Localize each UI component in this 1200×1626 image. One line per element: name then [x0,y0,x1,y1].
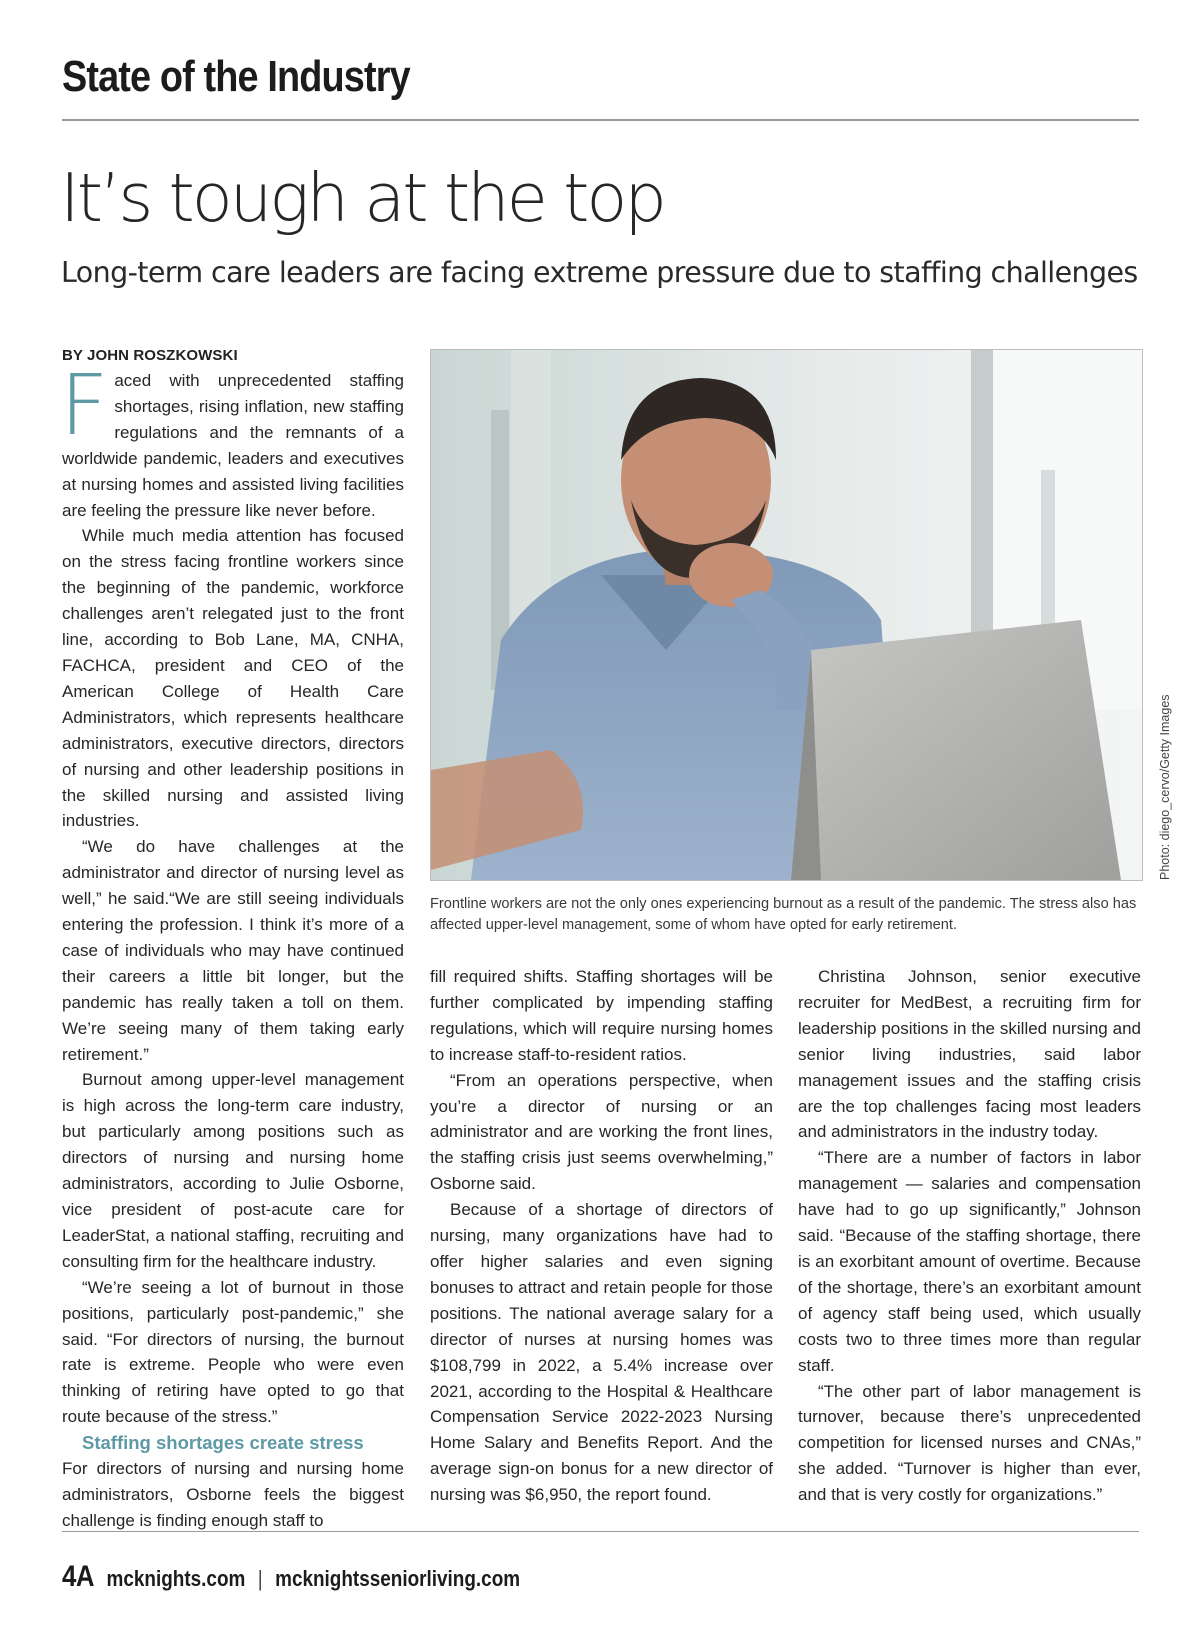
photo-caption: Frontline workers are not the only ones experiencing burnout as a result of the pandemic. The stress also has affected upper-level management, some of whom have opted for early retirement. [430,896,1137,933]
footer-rule [62,1531,1139,1532]
footer [62,1560,520,1594]
section-title: State of the Industry [62,52,410,101]
page-number: 4A [62,1560,95,1593]
paragraph: While much media attention has focused on the stress facing frontline workers since the beginning of the pandemic, workforce challenges aren’t relegated just to the front line, according to Bob Lane, MA, CNHA, FACHCA, president and CEO of the American College of Health Care Administrators, which represents healthcare administrators, executive directors, directors of nursing and other leadership positions in the skilled nursing and assisted living industries. [62,526,404,831]
footer-separator: | [257,1566,263,1591]
paragraph: Christina Johnson, senior executive recruiter for MedBest, a recruiting firm for leadership positions in the skilled nursing and senior living industries, said labor management issues and the staffing crisis are the top challenges facing most leaders and administrators in the industry today. [798,967,1141,1142]
column-3 [798,964,1141,1508]
paragraph: “From an operations perspective, when you’re a director of nursing or an administrator and are working the front lines, the staffing crisis just seems overwhelming,” Osborne said. [430,1070,773,1194]
column-1 [60,356,404,1534]
paragraph: “The other part of labor management is turnover, because there’s unprecedented competition for licensed nurses and CNAs,” she added. “Turnover is higher than ever, and that is very costly for organizations.” [798,1381,1141,1505]
site-link[interactable]: mcknightsseniorliving.com [275,1566,521,1591]
site-link[interactable]: mcknights.com [106,1566,246,1591]
paragraph: Faced with unprecedented staffing shortages, rising inflation, new staffing regulations and the remnants of a worldwide pandemic, leaders and executives at nursing homes and assisted living facilities are feeling the pressure like never before. [60,356,404,520]
dek: Long-term care leaders are facing extreme pressure due to staffing challenges [61,256,1138,289]
paragraph: fill required shifts. Staffing shortages will be further complicated by impending staffing regulations, which will require nursing homes to increase staff-to-resident ratios. [430,967,773,1064]
paragraph: Burnout among upper-level management is high across the long-term care industry, but particularly among positions such as directors of nursing and nursing home administrators, according to Julie Osborne, vice president of post-acute care for LeaderStat, a national staffing, recruiting and consulting firm for the healthcare industry. [62,1070,404,1271]
header-rule [62,119,1139,121]
photo-credit: Photo: diego_cervo/Getty Images [1158,694,1172,880]
column-2 [430,964,773,1508]
paragraph: “We’re seeing a lot of burnout in those positions, particularly post-pandemic,” she said. “For directors of nursing, the burnout rate is extreme. People who were even thinking of retiring have opted to go that route because of the stress.” [62,1277,404,1427]
paragraph: For directors of nursing and nursing home administrators, Osborne feels the biggest challenge is finding enough staff to [62,1459,404,1530]
photo [430,349,1143,881]
subhead: Staffing shortages create stress [82,1432,364,1454]
drop-cap: F [60,356,109,454]
paragraph: “There are a number of factors in labor management — salaries and compensation have had to go up significantly,” Johnson said. “Because of the staffing shortage, there is an exorbitant amount of overtime. Because of the shortage, there’s an exorbitant amount of agency staff being used, which usually costs two to three times more than regular staff. [798,1148,1141,1375]
byline: BY JOHN ROSZKOWSKI [62,347,238,364]
paragraph: “We do have challenges at the administrator and director of nursing level as well,” he said.“We are still seeing individuals entering the profession. I think it’s more of a case of individuals who may have continued their careers a little bit longer, but the pandemic has really taken a toll on them. We’re seeing many of them taking early retirement.” [62,837,404,1064]
headline: It’s tough at the top [60,159,664,237]
paragraph: Because of a shortage of directors of nursing, many organizations have had to offer higher salaries and even signing bonuses to attract and retain people for those positions. The national average salary for a director of nurses at nursing homes was $108,799 in 2022, a 5.4% increase over 2021, according to the Hospital & Healthcare Compensation Service 2022-2023 Nursing Home Salary and Benefits Report. And the average sign-on bonus for a new director of nursing was $6,950, the report found. [430,1200,773,1505]
